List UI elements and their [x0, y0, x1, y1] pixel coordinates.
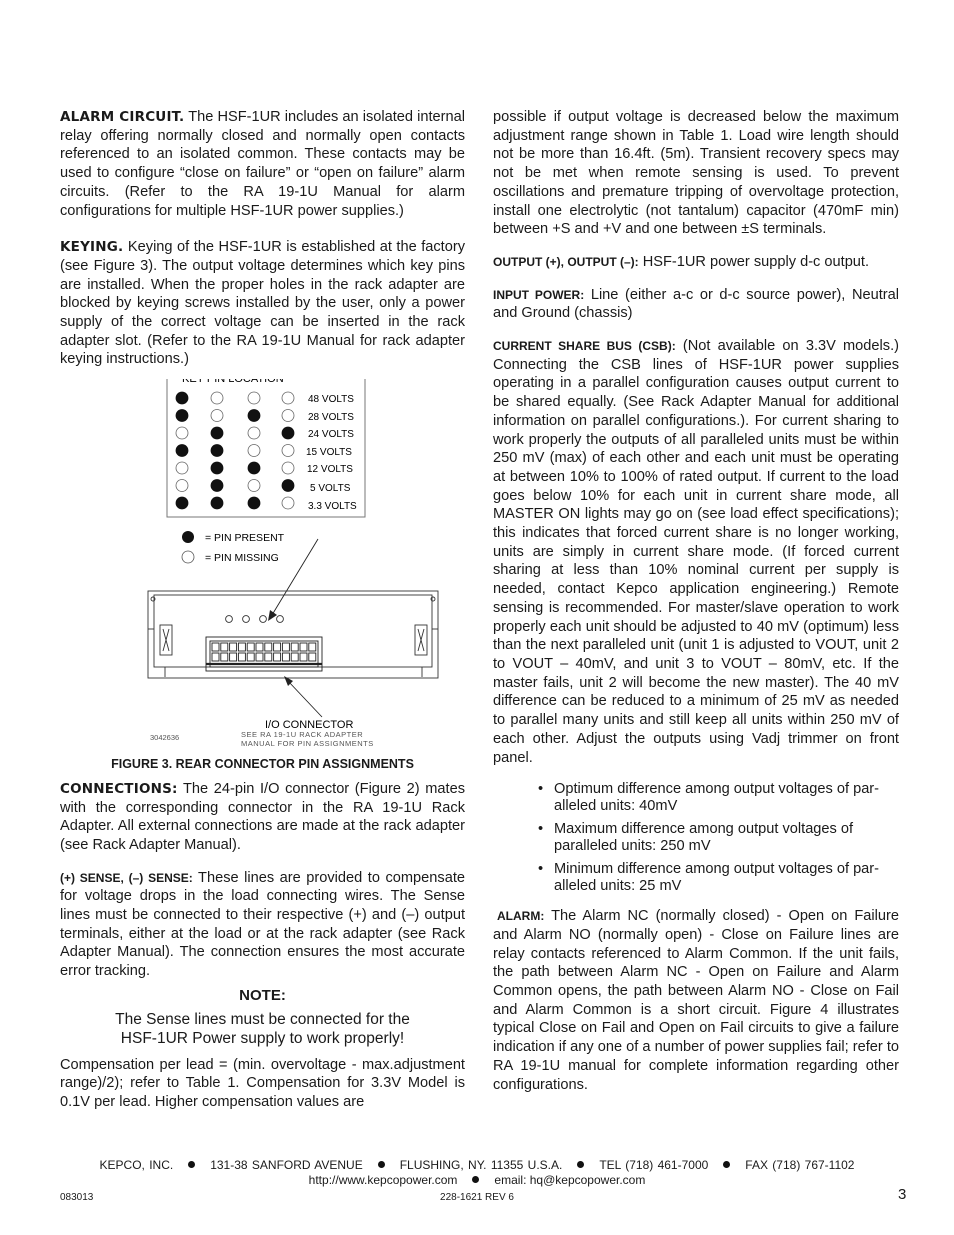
pin-present-dot — [176, 445, 188, 457]
pin-present-symbol — [182, 531, 194, 543]
footer-city: FLUSHING, NY. 11355 U.S.A. — [399, 1158, 563, 1172]
bullet-line-a: Minimum difference among output voltages of par- — [554, 861, 880, 878]
connector-pin-cell — [212, 653, 219, 661]
volt-label-12: 12 VOLTS — [307, 464, 353, 476]
connections-paragraph — [60, 780, 465, 855]
pin-missing-dot — [211, 392, 223, 404]
bullet-line-a: Optimum difference among output voltages of par- — [554, 781, 880, 798]
volt-label-5: 5 VOLTS — [310, 483, 351, 495]
footer-website-link[interactable]: http://www.kepcopower.com — [308, 1173, 458, 1187]
pin-present-dot — [176, 392, 188, 404]
pin-present-dot — [176, 410, 188, 422]
input-power-paragraph — [493, 286, 899, 323]
volt-label-3v3: 3.3 VOLTS — [308, 501, 357, 513]
bullet-line-b: paralleled units: 250 mV — [554, 838, 711, 855]
pin-present-dot — [248, 497, 260, 509]
note-body — [60, 1010, 465, 1048]
pin-present-dot — [176, 497, 188, 509]
connector-pin-cell — [230, 643, 237, 651]
footer-email-link[interactable]: email: hq@kepcopower.com — [494, 1173, 646, 1187]
bullet-dot: • — [538, 821, 544, 838]
footer-tel: TEL (718) 461-7000 — [599, 1158, 709, 1172]
keying-paragraph — [60, 238, 465, 369]
connector-pin-cell — [282, 643, 289, 651]
connector-pin-cell — [238, 653, 245, 661]
footer-web-line — [0, 1173, 954, 1187]
footer-company: KEPCO, INC. — [99, 1158, 174, 1172]
alarm-label: ALARM: — [497, 909, 545, 924]
bullet-list — [493, 781, 899, 895]
bullet-line-b: alleled units: 25 mV — [554, 878, 682, 895]
csb-paragraph — [493, 337, 899, 767]
pin-missing-dot — [282, 462, 294, 474]
volt-label-15: 15 VOLTS — [306, 447, 352, 459]
connector-pin-cell — [221, 643, 228, 651]
connector-note-1: SEE RA 19-1U RACK ADAPTER — [241, 730, 364, 740]
connector-arrow — [288, 681, 322, 717]
pin-present-dot — [282, 427, 294, 439]
bullet-dot: • — [538, 781, 544, 798]
connector-pin-cell — [247, 643, 254, 651]
connections-text: The 24-pin I/O connector (Figure 2) mates with the corresponding connector in the RA 19-1U Rack Adapter. All external connections are made at the rack adapter (see Rack Adapter Manual). — [60, 780, 465, 853]
key-pin-title: KEY PIN LOCATION — [182, 379, 284, 386]
connector-pin-cell — [309, 653, 316, 661]
output-paragraph — [493, 253, 899, 272]
keying-heading: KEYING. — [60, 239, 124, 256]
pin-present-dot — [211, 497, 223, 509]
connector-pin-cell — [256, 643, 263, 651]
pin-missing-dot — [176, 427, 188, 439]
pin-missing-dot — [282, 392, 294, 404]
page-number: 3 — [898, 1186, 907, 1203]
alarm-paragraph — [493, 907, 899, 1094]
connector-note-2: MANUAL FOR PIN ASSIGNMENTS — [241, 739, 374, 749]
input-power-label: INPUT POWER: — [493, 287, 585, 302]
pin-missing-dot — [248, 445, 260, 457]
alarm-text: The Alarm NC (normally closed) - Open on Failure and Alarm NO (normally open) - Close on Failure lines are relay contacts referenced to Alarm Common. If the unit fails, the path between Alarm NC - Open on Failure and Alarm Common opens, the path between Alarm NO - Close on Fail and Alarm Common is a short circuit. Figure 4 illustrates typical Close on Fail and Open on Fail circuits to give a failure indication if any one of a number of power supplies fail; refer to RA 19-1U manual for complete information regarding other configurations. — [493, 908, 899, 1093]
footer-address: 131-38 SANFORD AVENUE — [210, 1158, 363, 1172]
csb-label: CURRENT SHARE BUS (CSB): — [493, 339, 676, 354]
note-line-1: The Sense lines must be connected for the — [115, 1010, 410, 1028]
connector-pin-cell — [238, 643, 245, 651]
note-heading: NOTE: — [239, 986, 286, 1004]
compensation-paragraph: Compensation per lead = (min. overvoltage - max.adjustment range)/2); refer to Table 1. Compensation for 3.3V Model is 0.1V per lead. Higher compensation values are — [60, 1056, 465, 1110]
volt-label-24: 24 VOLTS — [308, 429, 354, 441]
sense-text: These lines are provided to compensate for voltage drops in the load connecting wires. The Sense lines must be connected to their respective (+) and (–) output terminals, either at the load or at the rack adapter (see Rack Adapter Manual). The connection ensures the most accurate error tracking. — [60, 869, 465, 980]
io-connector — [206, 637, 322, 671]
volt-label-48: 48 VOLTS — [308, 394, 354, 406]
pin-missing-dot — [248, 427, 260, 439]
pin-present-dot — [211, 480, 223, 492]
bullet-separator-icon — [378, 1161, 385, 1168]
pin-missing-symbol — [182, 551, 194, 563]
alarm-circuit-text: The HSF-1UR includes an isolated internal relay offering normally closed and normally open contacts referenced to an isolated common. These contacts may be used to configure “close on failure” or “open on failure” alarm circuits. (Refer to the RA 19-1U Manual for alarm configurations for multiple HSF-1UR power supplies.) — [60, 109, 465, 219]
connector-pin-cell — [291, 653, 298, 661]
bullet-line-b: alleled units: 40mV — [554, 798, 678, 815]
figure-3 — [60, 379, 465, 751]
volt-label-28: 28 VOLTS — [308, 412, 354, 424]
connector-pin-cell — [265, 653, 272, 661]
bullet-item — [493, 781, 899, 815]
figure-caption: FIGURE 3. REAR CONNECTOR PIN ASSIGNMENTS — [111, 757, 414, 772]
rear-connector-diagram — [60, 379, 465, 751]
pin-present-dot — [282, 480, 294, 492]
pin-missing-dot — [282, 410, 294, 422]
pin-missing-dot — [282, 497, 294, 509]
sense-paragraph — [60, 869, 465, 981]
bullet-separator-icon — [188, 1161, 195, 1168]
connector-pin-cell — [300, 653, 307, 661]
pin-present-dot — [211, 462, 223, 474]
input-power-text: Line (either a-c or d-c source power), Neutral and Ground (chassis) — [493, 286, 900, 322]
io-connector-label: I/O CONNECTOR — [265, 719, 354, 732]
output-text: HSF-1UR power supply d-c output. — [642, 253, 870, 270]
connector-pin-cell — [221, 653, 228, 661]
alarm-circuit-heading: ALARM CIRCUIT. — [60, 109, 185, 125]
sense-label: (+) SENSE, (–) SENSE: — [60, 870, 193, 885]
connector-pin-cell — [309, 643, 316, 651]
pin-missing-dot — [211, 410, 223, 422]
bullet-separator-icon — [723, 1161, 730, 1168]
output-label: OUTPUT (+), OUTPUT (–): — [493, 254, 639, 269]
pin-grid — [176, 392, 294, 509]
connector-pin-cell — [212, 643, 219, 651]
doc-revision: 228-1621 REV 6 — [440, 1192, 514, 1203]
connector-pin-cell — [247, 653, 254, 661]
alarm-circuit-paragraph — [60, 108, 465, 220]
bullet-separator-icon — [577, 1161, 584, 1168]
connector-pin-cell — [274, 653, 281, 661]
csb-text: (Not available on 3.3V models.) Connecting the CSB lines of HSF-1UR power supplies operating in a parallel configuration causes output current to be shared equally. (See Rack Adapter Manual for additional information on parallel configurations.). For current sharing to work properly the outputs of all paralleled units must be within 250 mV (max) of each other and each unit must be operating at between 10% to 100% of rated output. If current to the load goes below 10% for each unit in current share mode, all MASTER ON lights may go on (see load effect specifications); this indicates that forced current share is no longer working, units are simply in current share mode. (If forced current sharing at less than 10% nominal current per supply is needed, contact Kepco application engineering.) Remote sensing is recommended. For master/slave operation to work properly each unit should be adjusted to 40 mV (optimum) less than the next paralleled unit (unit 1 is adjusted to VOUT, unit 2 to VOUT – 40mV, and unit 3 to VOUT – 80mV, etc. If the master fails, unit 2 will become the new master). The 40 mV difference can be reduced to a minimum of 25 mV as needed to parallel many units and still keep all units within 250 mV of each other. Adjust the outputs using Vadj trimmer on front panel. — [493, 338, 899, 766]
bullet-item — [493, 861, 899, 895]
connector-pin-cell — [274, 643, 281, 651]
connector-pin-cell — [265, 643, 272, 651]
bullet-dot: • — [538, 861, 544, 878]
bullet-separator-icon — [472, 1176, 479, 1183]
doc-code: 083013 — [60, 1192, 94, 1203]
connector-pin-cell — [282, 653, 289, 661]
bullet-item — [493, 821, 899, 855]
remote-sense-continuation: possible if output voltage is decreased below the maximum adjustment range shown in Table 1. Load wire length should not be more than 16.4ft. (5m). Transient recovery specs may not be met when remote sensing is used. To prevent oscillations and premature tripping of overvoltage protection, install one electrolytic (not tantalum) capacitor (470mF min) between +S and +V and one between ±S terminals. — [493, 109, 899, 238]
pin-missing-dot — [248, 392, 260, 404]
pin-present-dot — [248, 462, 260, 474]
connector-pin-cell — [291, 643, 298, 651]
footer-address-line — [0, 1158, 954, 1172]
note-line-2: HSF-1UR Power supply to work properly! — [120, 1029, 405, 1047]
pin-missing-dot — [176, 462, 188, 474]
key-pin-arrow — [272, 539, 318, 615]
pin-missing-dot — [248, 480, 260, 492]
legend-pin-present: = PIN PRESENT — [205, 532, 285, 545]
bullet-line-a: Maximum difference among output voltages of — [554, 821, 854, 838]
keying-text: Keying of the HSF-1UR is established at the factory (see Figure 3). The output voltage determines which key pins are installed. When the proper holes in the rack adapter are blocked by keying screws installed by the user, only a power supply of the correct voltage can be inserted in the rack adapter slot. (Refer to the RA 19-1U Manual for rack adapter keying instructions.) — [60, 239, 465, 368]
key-holes — [226, 616, 284, 623]
footer-fax: FAX (718) 767-1102 — [745, 1158, 855, 1172]
pin-present-dot — [248, 410, 260, 422]
pin-missing-dot — [176, 480, 188, 492]
connections-heading: CONNECTIONS: — [60, 780, 178, 797]
connector-pin-cell — [300, 643, 307, 651]
legend-pin-missing: = PIN MISSING — [205, 552, 279, 565]
pin-present-dot — [211, 427, 223, 439]
right-column — [493, 108, 899, 1094]
connector-pin-cell — [230, 653, 237, 661]
left-column — [60, 108, 465, 1112]
drawing-number: 3042636 — [150, 733, 180, 743]
pin-present-dot — [211, 445, 223, 457]
connector-pin-cell — [256, 653, 263, 661]
pin-missing-dot — [282, 445, 294, 457]
